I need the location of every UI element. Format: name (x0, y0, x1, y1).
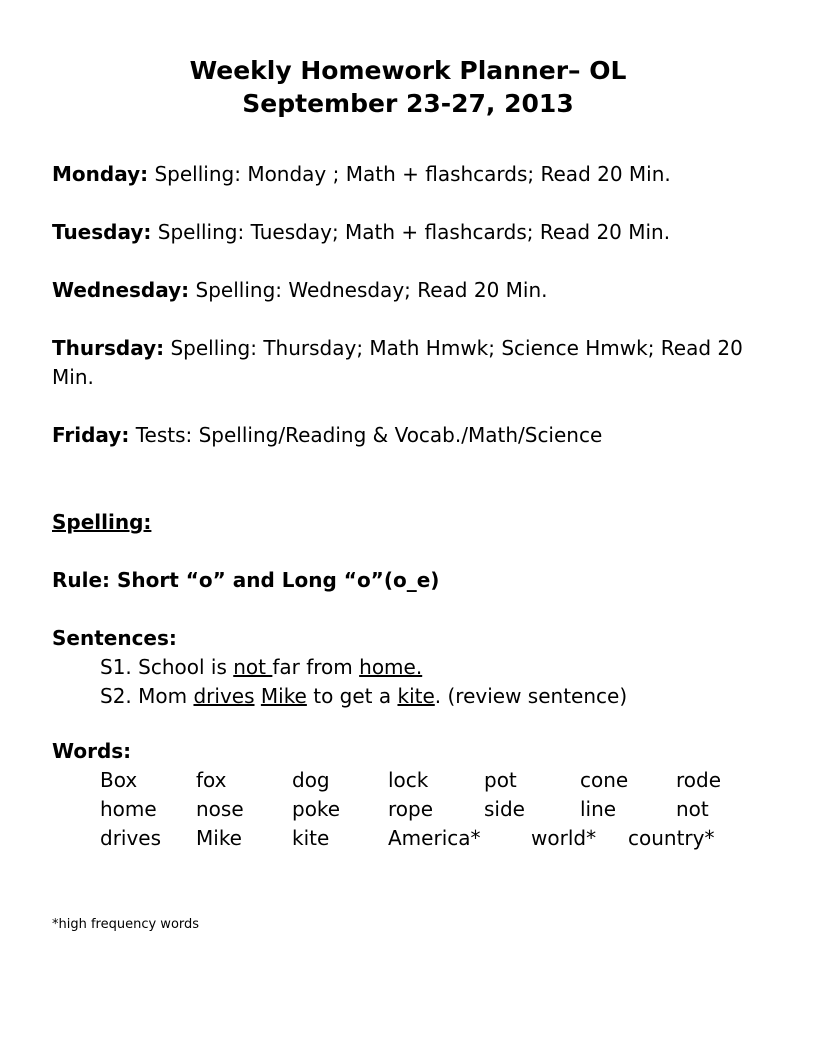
word: Box (100, 768, 138, 792)
day-label: Monday: (52, 162, 149, 186)
word: dog (292, 768, 330, 792)
word: world* (531, 826, 597, 850)
day-text: Spelling: Monday ; Math + flashcards; Read 20 Min. (148, 162, 671, 186)
day-text: Spelling: Thursday; Math Hmwk; Science Hmwk; Read 20 Min. (52, 336, 743, 389)
word: country* (628, 826, 715, 850)
word: America* (388, 826, 481, 850)
page-title (0, 54, 816, 120)
sentence-text: S2. Mom (100, 684, 194, 708)
word: kite (292, 826, 330, 850)
wednesday-line (52, 276, 772, 305)
word: side (484, 797, 525, 821)
day-label: Tuesday: (52, 220, 152, 244)
underlined-word: home. (359, 655, 423, 679)
sentence-text: to get a (306, 684, 398, 708)
title-line-2: September 23-27, 2013 (242, 89, 574, 118)
word: nose (196, 797, 244, 821)
word: pot (484, 768, 517, 792)
word: lock (388, 768, 429, 792)
friday-line (52, 421, 772, 450)
word: not (676, 797, 709, 821)
sentence-2 (100, 682, 816, 711)
spelling-rule (52, 566, 772, 595)
thursday-line (52, 334, 752, 392)
day-label: Thursday: (52, 336, 165, 360)
underlined-word: drives (193, 684, 255, 708)
day-text: Spelling: Tuesday; Math + flashcards; Read 20 Min. (151, 220, 671, 244)
words-heading (52, 737, 772, 766)
sentence-1 (100, 653, 816, 682)
day-text: Spelling: Wednesday; Read 20 Min. (189, 278, 548, 302)
word: rope (388, 797, 434, 821)
day-label: Wednesday: (52, 278, 190, 302)
spelling-heading-text: Spelling: (52, 510, 152, 534)
word: cone (580, 768, 629, 792)
spelling-heading (52, 508, 772, 537)
title-line-1: Weekly Homework Planner– OL (189, 56, 627, 85)
underlined-word: kite (397, 684, 435, 708)
word: poke (292, 797, 341, 821)
sentence-text: far from (272, 655, 360, 679)
underlined-word: Mike (260, 684, 307, 708)
words-heading-text: Words: (52, 739, 132, 763)
word: rode (676, 768, 722, 792)
word: drives (100, 826, 162, 850)
footnote: *high frequency words (52, 917, 200, 932)
monday-line (52, 160, 772, 189)
day-label: Friday: (52, 423, 130, 447)
sentences-heading (52, 624, 772, 653)
sentence-text: . (review sentence) (434, 684, 628, 708)
day-text: Tests: Spelling/Reading & Vocab./Math/Science (129, 423, 603, 447)
sentences-heading-text: Sentences: (52, 626, 177, 650)
word: fox (196, 768, 227, 792)
spelling-rule-text: Rule: Short “o” and Long “o”(o_e) (52, 568, 440, 592)
word: line (580, 797, 617, 821)
sentence-text: S1. School is (100, 655, 234, 679)
tuesday-line (52, 218, 772, 247)
word: Mike (196, 826, 242, 850)
underlined-word: not (233, 655, 273, 679)
word: home (100, 797, 157, 821)
